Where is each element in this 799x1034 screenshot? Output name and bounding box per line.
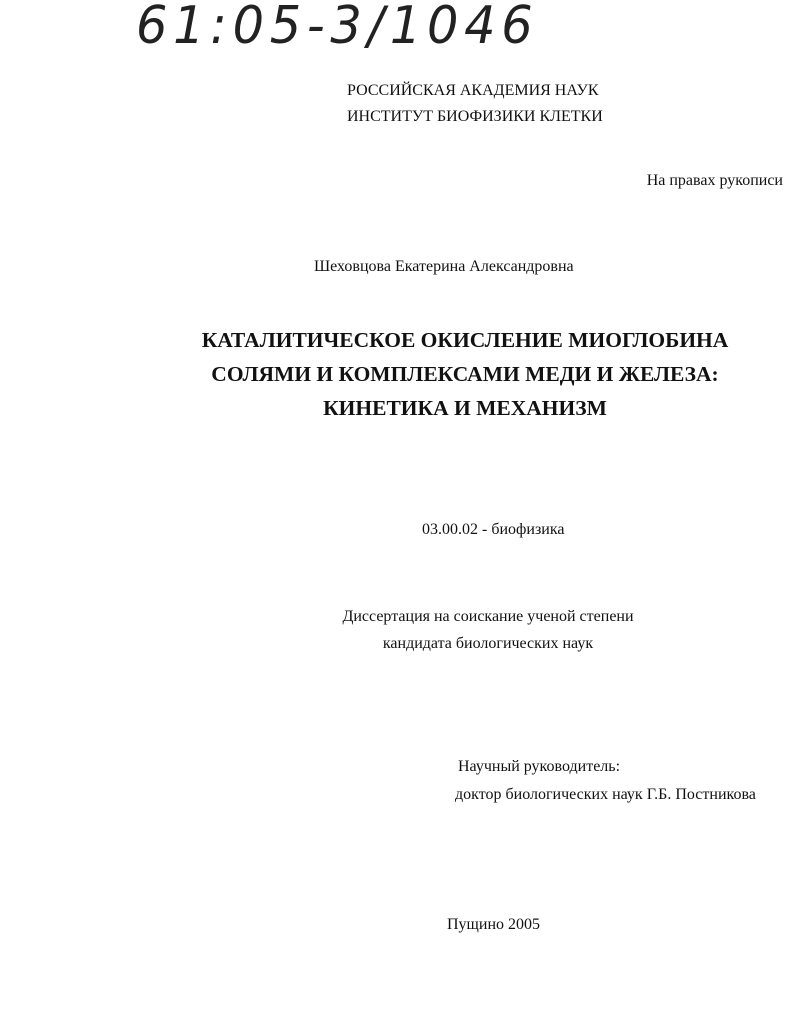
handwritten-archive-number: 61:05-3/1046	[136, 0, 539, 56]
institute-name: ИНСТИТУТ БИОФИЗИКИ КЛЕТКИ	[347, 108, 603, 125]
thesis-title-line-3: КИНЕТИКА И МЕХАНИЗМ	[323, 396, 607, 420]
specialty-code: 03.00.02 - биофизика	[422, 521, 565, 538]
thesis-title-line-2: СОЛЯМИ И КОМПЛЕКСАМИ МЕДИ И ЖЕЛЕЗА:	[211, 362, 719, 386]
degree-line-2: кандидата биологических наук	[382, 635, 594, 652]
academy-name: РОССИЙСКАЯ АКАДЕМИЯ НАУК	[347, 82, 599, 99]
supervisor-label: Научный руководитель:	[458, 758, 621, 775]
manuscript-note: На правах рукописи	[646, 172, 783, 189]
place-year: Пущино 2005	[447, 916, 540, 933]
author-name: Шеховцова Екатерина Александровна	[314, 258, 574, 275]
thesis-title-line-1: КАТАЛИТИЧЕСКОЕ ОКИСЛЕНИЕ МИОГЛОБИНА	[201, 328, 729, 352]
degree-line-1: Диссертация на соискание ученой степени	[342, 608, 634, 625]
supervisor-name: доктор биологических наук Г.Б. Постникова	[455, 786, 756, 803]
